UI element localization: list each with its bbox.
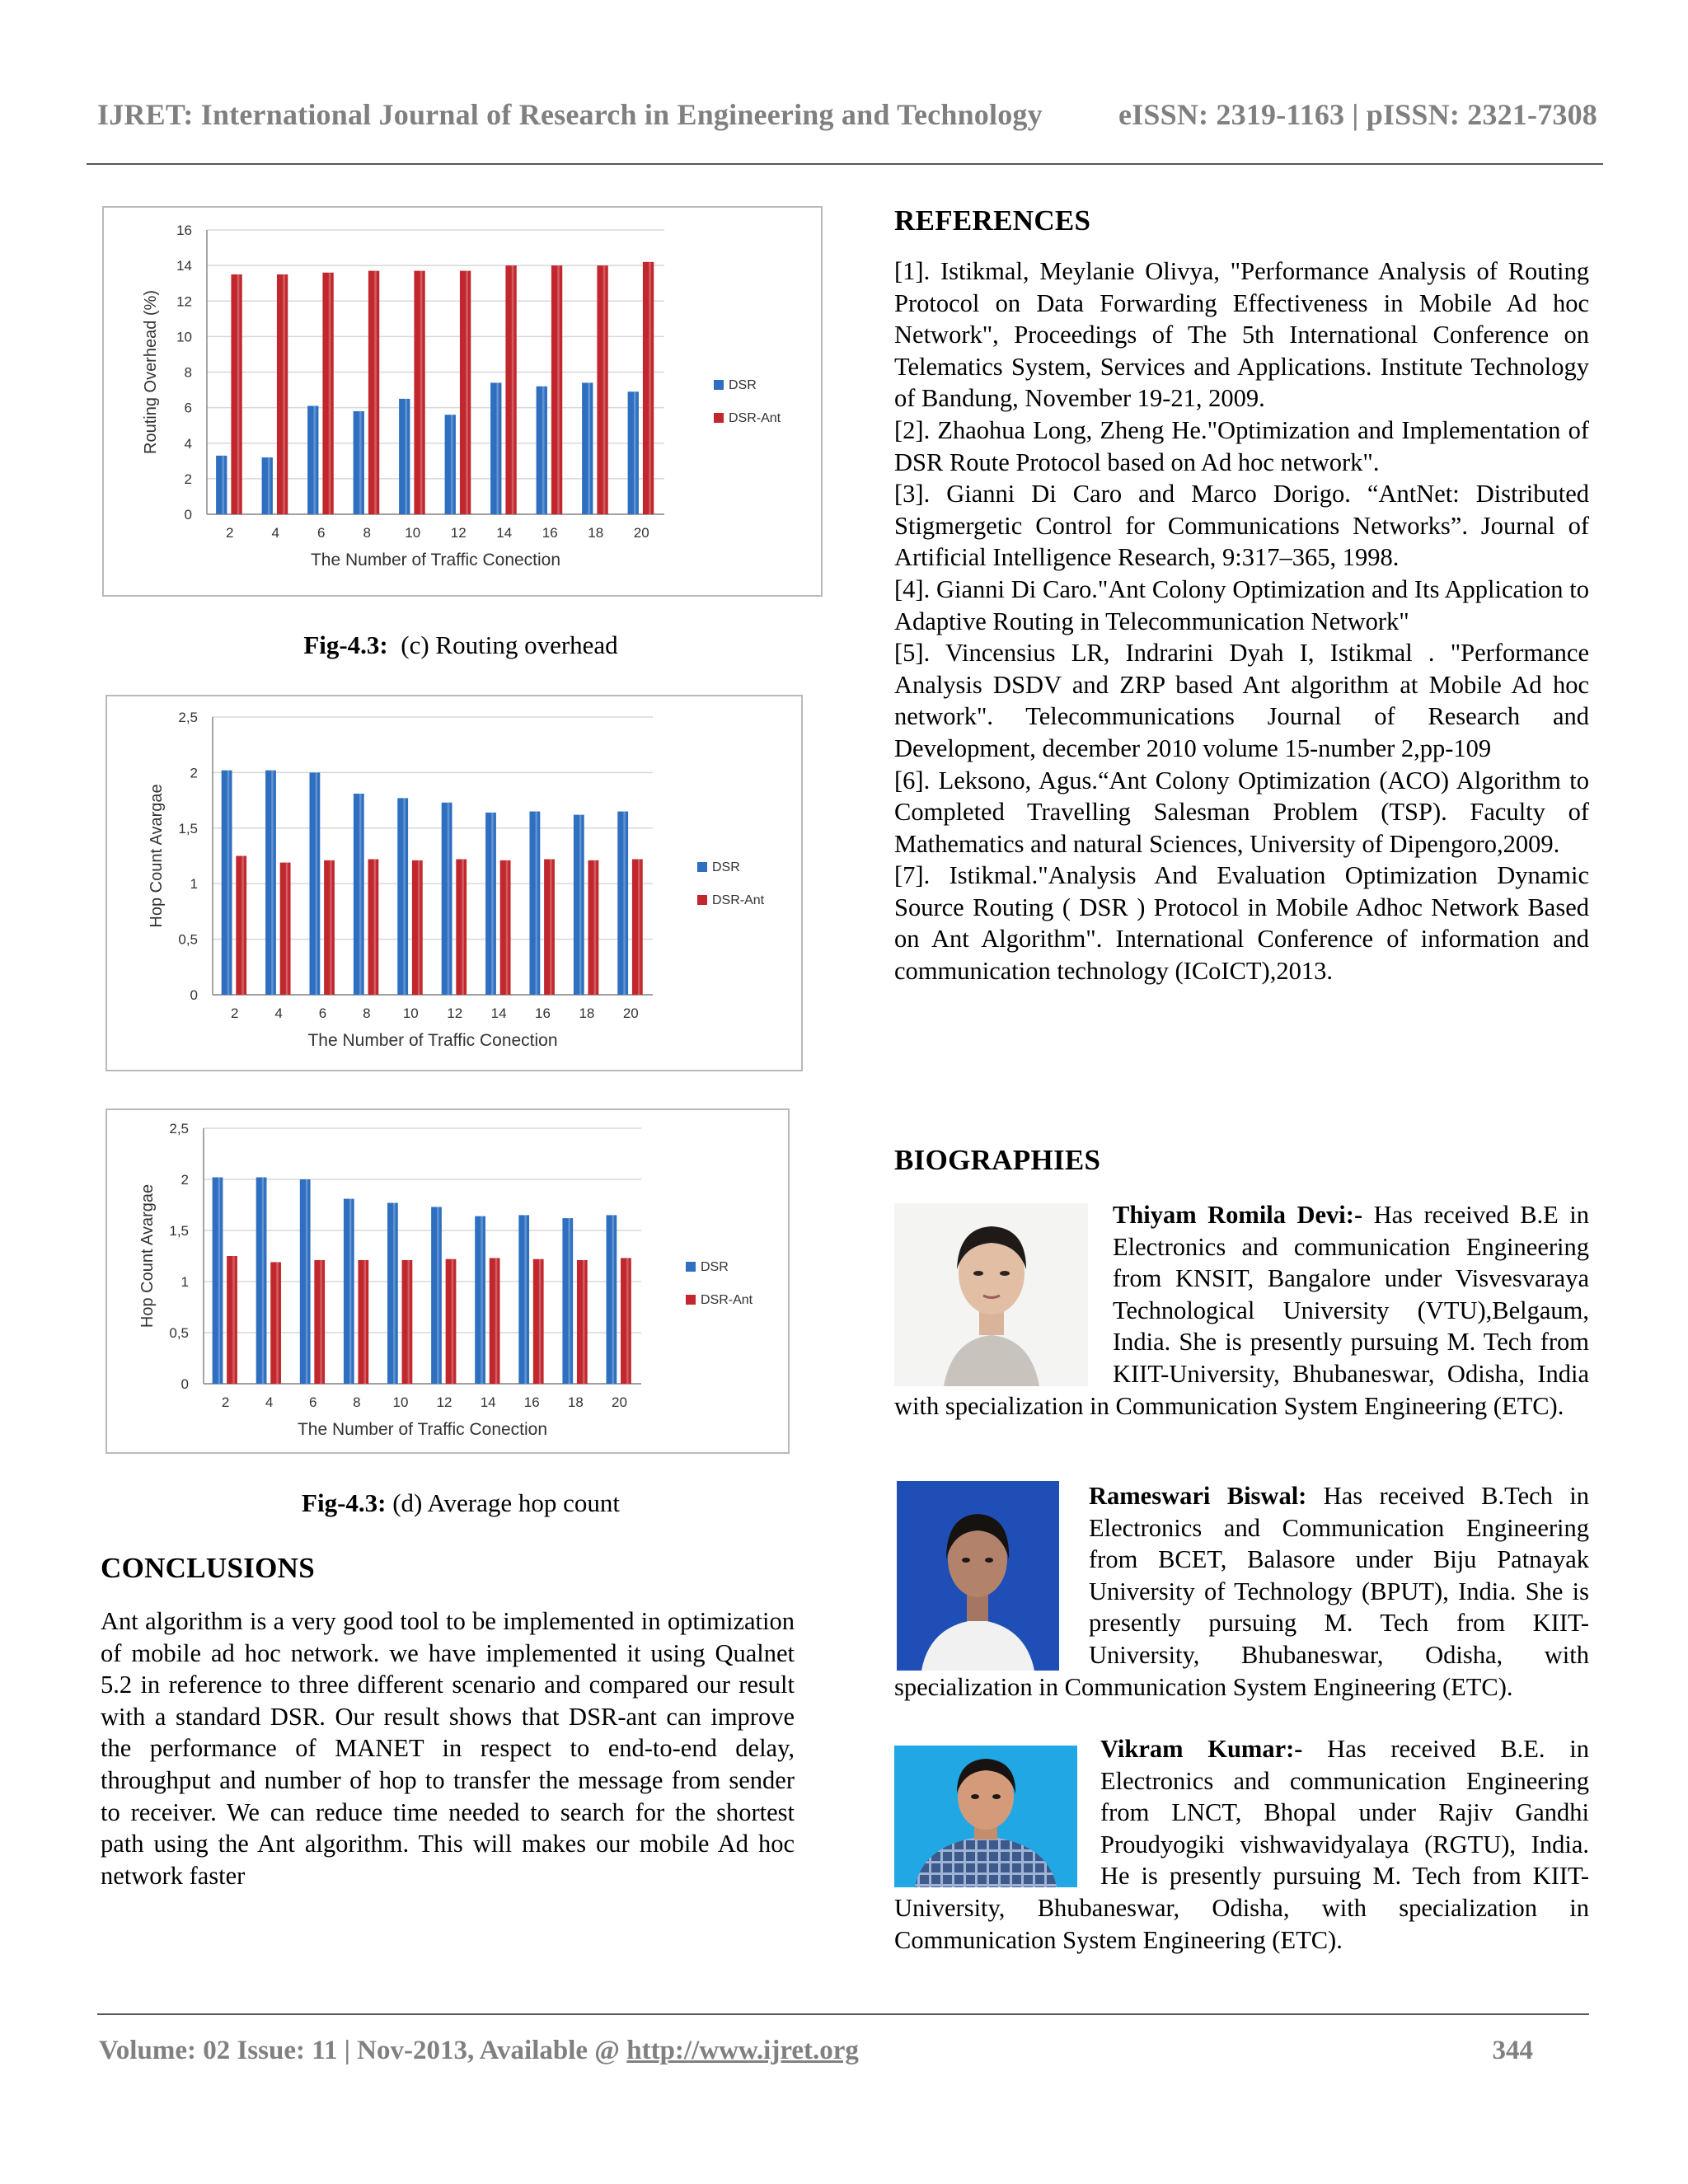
bar-highlight — [539, 1259, 542, 1384]
x-tick-label: 14 — [496, 525, 513, 541]
x-tick-label: 10 — [405, 525, 421, 541]
y-tick-label: 2,5 — [169, 1121, 189, 1137]
journal-title: IJRET: International Journal of Research in Engineering and Technology — [97, 98, 1043, 131]
bar-dsr — [216, 456, 227, 514]
bar-dsr-ant — [588, 860, 599, 995]
x-tick-label: 4 — [271, 525, 279, 541]
reference-item: [2]. Zhaohua Long, Zheng He."Optimization and Implementation of DSR Route Protocol based on Ad hoc network". — [894, 415, 1589, 476]
y-tick-label: 14 — [176, 258, 192, 274]
legend-swatch — [686, 1295, 696, 1305]
footer-volume-text: Volume: 02 Issue: 11 | Nov-2013, Available @ — [99, 2036, 627, 2065]
y-tick-label: 4 — [184, 435, 192, 452]
hop-count-svg-1 — [107, 696, 801, 1070]
figure-caption-d-label: Fig-4.3: — [302, 1488, 387, 1517]
bar-highlight — [649, 262, 651, 514]
x-tick-label: 12 — [450, 525, 467, 541]
bar-dsr-ant — [368, 860, 379, 995]
legend-label: DSR-Ant — [729, 411, 781, 425]
legend-swatch — [714, 413, 724, 423]
x-tick-label: 4 — [265, 1394, 274, 1410]
footer-volume — [99, 2036, 859, 2066]
bar-highlight — [583, 1260, 585, 1384]
y-tick-label: 8 — [184, 364, 192, 381]
x-tick-label: 14 — [490, 1005, 507, 1021]
x-tick-label: 18 — [567, 1394, 584, 1410]
bar-highlight — [568, 1218, 570, 1384]
legend-swatch — [697, 895, 707, 905]
bio-name-thiyam: Thiyam Romila Devi:- — [1113, 1201, 1363, 1229]
bar-highlight — [408, 1260, 410, 1384]
reference-item: [7]. Istikmal."Analysis And Evaluation Optimization Dynamic Source Routing ( DSR ) Protocol in Mobile Adhoc Network Based on Ant Algorithm". International Conference of information and communication technology (ICoICT),2013. — [894, 861, 1589, 986]
bar-highlight — [222, 456, 224, 514]
bar-dsr — [518, 1215, 529, 1384]
bar-highlight — [316, 772, 318, 995]
bio-thiyam — [894, 1199, 1589, 1422]
bar-dsr-ant — [277, 274, 288, 514]
bar-highlight — [403, 798, 406, 995]
y-axis-label: Hop Count Avargae — [138, 1183, 157, 1329]
bar-dsr — [399, 399, 410, 514]
bar-highlight — [557, 265, 560, 514]
x-tick-label: 10 — [402, 1005, 419, 1021]
bar-dsr-ant — [456, 860, 467, 995]
y-tick-label: 2 — [181, 1172, 189, 1188]
conclusions-heading: CONCLUSIONS — [101, 1552, 316, 1584]
bar-highlight — [491, 813, 494, 995]
bar-highlight — [349, 1199, 352, 1384]
bar-dsr — [213, 1178, 223, 1384]
y-tick-label: 0 — [190, 987, 198, 1003]
legend-label: DSR — [701, 1260, 729, 1274]
bar-highlight — [330, 860, 332, 995]
x-tick-label: 12 — [447, 1005, 463, 1021]
bar-highlight — [271, 771, 274, 995]
bar-dsr-ant — [551, 265, 562, 514]
bar-highlight — [603, 265, 606, 514]
journal-header — [97, 97, 1597, 132]
x-tick-label: 16 — [523, 1394, 540, 1410]
hop-count-chart-2 — [106, 1108, 790, 1454]
bar-highlight — [638, 860, 640, 995]
y-tick-label: 2 — [184, 471, 192, 487]
bar-highlight — [506, 860, 509, 995]
bar-highlight — [612, 1215, 615, 1384]
y-tick-label: 10 — [176, 329, 192, 345]
bio-text-thiyam: Has received B.E in Electronics and communication Engineering from KNSIT, Bangalore under Visvesvaraya Technological University (VTU),Belgaum, India. She is presently pursuing M. Tech from KIIT-University, Bhubaneswar, Odisha, India with specialization in Communication System Engineering (ETC). — [894, 1201, 1589, 1420]
page-footer — [99, 2036, 1533, 2066]
y-tick-label: 12 — [176, 293, 192, 310]
x-tick-label: 6 — [318, 1005, 327, 1021]
bar-dsr-ant — [314, 1260, 325, 1384]
bar-highlight — [634, 391, 636, 514]
reference-item: [5]. Vincensius LR, Indrarini Dyah I, Istikmal . "Performance Analysis DSDV and ZRP based Ant algorithm at Mobile Ad hoc network". Telecommunications Journal of Research and Development, december 2010 volume 15-number 2,pp-109 — [894, 639, 1589, 762]
bar-dsr-ant — [270, 1262, 281, 1384]
bar-dsr-ant — [324, 860, 335, 995]
figure-caption-c-label: Fig-4.3: — [303, 630, 388, 659]
bar-dsr — [262, 457, 273, 514]
legend-swatch — [697, 862, 707, 872]
bar-highlight — [306, 1179, 308, 1384]
x-tick-label: 20 — [622, 1005, 639, 1021]
bar-dsr — [490, 382, 501, 514]
bar-dsr-ant — [402, 1260, 413, 1384]
bar-dsr — [537, 387, 547, 514]
reference-item: [1]. Istikmal, Meylanie Olivya, "Performance Analysis of Routing Protocol on Data Forwarding Effectiveness in Mobile Ad hoc Network", Proceedings of The 5th International Conference on Telematics System, Services and Applications. Institute Technology of Bandung, November 19-21, 2009. — [894, 257, 1589, 413]
bar-dsr-ant — [446, 1259, 457, 1384]
bar-highlight — [241, 856, 244, 996]
bar-highlight — [451, 415, 453, 514]
bar-dsr — [445, 415, 456, 514]
hop-count-chart-1 — [106, 695, 803, 1071]
bar-highlight — [418, 860, 420, 995]
bar-dsr — [307, 405, 318, 514]
y-tick-label: 0 — [184, 507, 192, 523]
bar-highlight — [466, 271, 468, 514]
bar-dsr-ant — [544, 860, 555, 995]
hop-count-svg-2 — [107, 1110, 788, 1452]
routing-overhead-chart — [102, 206, 823, 597]
bar-dsr-ant — [490, 1258, 500, 1384]
bar-dsr — [344, 1199, 354, 1384]
bar-highlight — [420, 271, 423, 514]
x-tick-label: 18 — [579, 1005, 595, 1021]
bar-highlight — [437, 1207, 439, 1384]
bar-dsr-ant — [577, 1260, 588, 1384]
x-tick-label: 20 — [611, 1394, 627, 1410]
biographies-heading: BIOGRAPHIES — [894, 1144, 1101, 1176]
routing-overhead-svg — [104, 208, 821, 595]
bar-highlight — [232, 1256, 235, 1384]
journal-issn: eISSN: 2319-1163 | pISSN: 2321-7308 — [1118, 98, 1597, 131]
bar-highlight — [363, 1260, 366, 1384]
bar-dsr — [529, 812, 540, 995]
x-tick-label: 16 — [535, 1005, 551, 1021]
x-tick-label: 2 — [221, 1394, 230, 1410]
footer-rule — [97, 2013, 1589, 2015]
y-axis-label: Hop Count Avargae — [148, 784, 166, 928]
bar-highlight — [448, 803, 450, 995]
bar-dsr — [309, 772, 320, 995]
bar-dsr-ant — [643, 262, 654, 514]
bar-dsr-ant — [414, 271, 424, 514]
y-tick-label: 6 — [184, 400, 192, 416]
legend-label: DSR-Ant — [712, 893, 765, 907]
legend-label: DSR — [729, 378, 757, 392]
y-tick-label: 0 — [181, 1376, 189, 1392]
bar-dsr — [397, 798, 408, 995]
bar-highlight — [579, 815, 582, 995]
figure-caption-d-text: (d) Average hop count — [392, 1488, 620, 1517]
bar-highlight — [405, 399, 407, 514]
y-tick-label: 0,5 — [178, 931, 198, 948]
bar-highlight — [393, 1203, 396, 1384]
conclusions-text: Ant algorithm is a very good tool to be implemented in optimization of mobile ad hoc network. we have implemented it using Qualnet 5.2 in reference to three different scenario and compared our result with a standard DSR. Our result shows that DSR-ant can improve the performance of MANET in respect to end-to-end delay, throughput and number of hop to transfer the message from sender to receiver. We can reduce time needed to search for the shortest path using the Ant algorithm. This will makes our mobile Ad hoc network faster — [101, 1607, 795, 1890]
header-rule — [87, 163, 1603, 165]
bar-dsr-ant — [460, 271, 471, 514]
bar-dsr — [574, 815, 584, 995]
legend-label: DSR — [712, 860, 740, 874]
journal-link[interactable]: http://www.ijret.org — [626, 2036, 859, 2065]
figure-caption-c-text: (c) Routing overhead — [401, 630, 618, 659]
x-tick-label: 4 — [274, 1005, 283, 1021]
bar-dsr — [628, 391, 639, 514]
bar-dsr — [256, 1178, 267, 1384]
y-tick-label: 1 — [190, 876, 198, 893]
bar-highlight — [550, 860, 552, 995]
bar-dsr — [475, 1216, 485, 1384]
bar-highlight — [218, 1178, 221, 1384]
bar-dsr — [431, 1207, 442, 1384]
legend-label: DSR-Ant — [701, 1293, 753, 1307]
x-tick-label: 6 — [309, 1394, 317, 1410]
bar-dsr — [387, 1203, 398, 1384]
bar-highlight — [237, 274, 240, 514]
x-axis-label: The Number of Traffic Conection — [297, 1420, 548, 1439]
bar-highlight — [588, 382, 590, 514]
bar-highlight — [524, 1215, 527, 1384]
bar-dsr-ant — [597, 265, 607, 514]
x-tick-label: 12 — [436, 1394, 452, 1410]
bar-highlight — [286, 863, 288, 995]
bar-dsr-ant — [621, 1258, 631, 1384]
bar-highlight — [329, 273, 331, 514]
bar-highlight — [452, 1259, 454, 1384]
bar-highlight — [374, 271, 377, 514]
bio-text-rameswari: Has received B.Tech in Electronics and Communication Engineering from BCET, Balasore under Biju Patnayak University of Technology (BPUT), India. She is presently pursuing M. Tech from KIIT-University, Bhubaneswar, Odisha, with specialization in Communication System Engineering (ETC). — [894, 1482, 1589, 1701]
y-axis-label: Routing Overhead (%) — [142, 290, 160, 454]
bar-dsr — [442, 803, 452, 995]
reference-item: [4]. Gianni Di Caro."Ant Colony Optimization and Its Application to Adaptive Routing in Telecommunication Network" — [894, 574, 1589, 635]
x-tick-label: 20 — [633, 525, 649, 541]
bar-dsr — [607, 1215, 617, 1384]
bar-dsr — [300, 1179, 311, 1384]
bar-highlight — [276, 1262, 279, 1384]
bar-dsr-ant — [280, 863, 291, 995]
bar-highlight — [320, 1260, 322, 1384]
bar-dsr-ant — [236, 856, 246, 996]
bar-dsr — [354, 411, 364, 514]
y-tick-label: 1,5 — [169, 1223, 189, 1239]
legend-swatch — [714, 380, 724, 390]
bar-dsr-ant — [322, 273, 333, 514]
bio-text-vikram: Has received B.E. in Electronics and communication Engineering from LNCT, Bhopal under Rajiv Gandhi Proudyogiki vishwavidyalaya (RGTU), India. He is presently pursuing M. Tech from KIIT-University, Bhubaneswar, Odisha, with specialization in Communication System Engineering (ETC). — [894, 1735, 1589, 1954]
bar-dsr — [222, 771, 232, 995]
bar-dsr — [485, 813, 496, 995]
x-tick-label: 2 — [230, 1005, 239, 1021]
bar-dsr-ant — [227, 1256, 237, 1384]
x-tick-label: 8 — [363, 1005, 371, 1021]
bar-highlight — [313, 405, 316, 514]
x-axis-label: The Number of Traffic Conection — [307, 1031, 558, 1050]
bio-vikram — [894, 1733, 1589, 1956]
bar-dsr-ant — [533, 1259, 544, 1384]
bar-dsr-ant — [505, 265, 516, 514]
references-heading: REFERENCES — [894, 204, 1091, 237]
figure-caption-c — [102, 630, 819, 660]
bar-dsr-ant — [358, 1260, 368, 1384]
bar-dsr-ant — [412, 860, 423, 995]
x-tick-label: 14 — [480, 1394, 496, 1410]
y-tick-label: 1,5 — [178, 820, 198, 837]
bar-highlight — [626, 1258, 629, 1384]
bar-dsr — [617, 812, 628, 995]
y-tick-label: 2 — [190, 765, 198, 781]
bar-highlight — [262, 1178, 265, 1384]
bio-name-vikram: Vikram Kumar:- — [1100, 1735, 1303, 1763]
x-tick-label: 6 — [317, 525, 326, 541]
reference-item: [3]. Gianni Di Caro and Marco Dorigo. “AntNet: Distributed Stigmergetic Control for Communications Networks”. Journal of Artificial Intelligence Research, 9:317–365, 1998. — [894, 480, 1589, 572]
page-number: 344 — [1492, 2036, 1533, 2065]
bar-highlight — [359, 411, 362, 514]
figure-caption-d — [102, 1488, 819, 1518]
bar-highlight — [542, 387, 545, 514]
bar-dsr-ant — [368, 271, 379, 514]
y-tick-label: 16 — [176, 223, 192, 238]
bar-dsr-ant — [632, 860, 643, 995]
x-tick-label: 18 — [588, 525, 604, 541]
bar-highlight — [495, 1258, 498, 1384]
bar-highlight — [462, 860, 464, 995]
bar-highlight — [536, 812, 538, 995]
bio-rameswari — [894, 1480, 1589, 1703]
bar-highlight — [283, 274, 285, 514]
legend-swatch — [686, 1262, 696, 1272]
y-tick-label: 0,5 — [169, 1325, 189, 1341]
bar-highlight — [496, 382, 499, 514]
bar-highlight — [374, 860, 377, 995]
bar-highlight — [268, 457, 270, 514]
bar-dsr — [265, 771, 276, 995]
bar-dsr — [562, 1218, 573, 1384]
bar-dsr — [582, 382, 593, 514]
bar-dsr-ant — [500, 860, 511, 995]
bar-highlight — [481, 1216, 483, 1384]
bar-highlight — [512, 265, 514, 514]
bio-name-rameswari: Rameswari Biswal: — [1089, 1482, 1307, 1510]
bar-dsr — [354, 794, 364, 995]
x-tick-label: 2 — [226, 525, 234, 541]
x-tick-label: 8 — [353, 1394, 361, 1410]
reference-item: [6]. Leksono, Agus.“Ant Colony Optimization (ACO) Algorithm to Completed Travelling Salesman Problem (TSP). Faculty of Mathematics and natural Sciences, University of Dipengoro,2009. — [894, 766, 1589, 858]
references-list — [894, 255, 1589, 987]
x-axis-label: The Number of Traffic Conection — [310, 551, 561, 569]
y-tick-label: 2,5 — [178, 710, 198, 725]
bar-highlight — [227, 771, 230, 995]
x-tick-label: 8 — [363, 525, 371, 541]
bar-highlight — [359, 794, 362, 995]
bar-highlight — [623, 812, 626, 995]
bar-dsr-ant — [231, 274, 241, 514]
x-tick-label: 10 — [392, 1394, 409, 1410]
y-tick-label: 1 — [181, 1274, 189, 1290]
x-tick-label: 16 — [542, 525, 558, 541]
bar-highlight — [594, 860, 597, 995]
